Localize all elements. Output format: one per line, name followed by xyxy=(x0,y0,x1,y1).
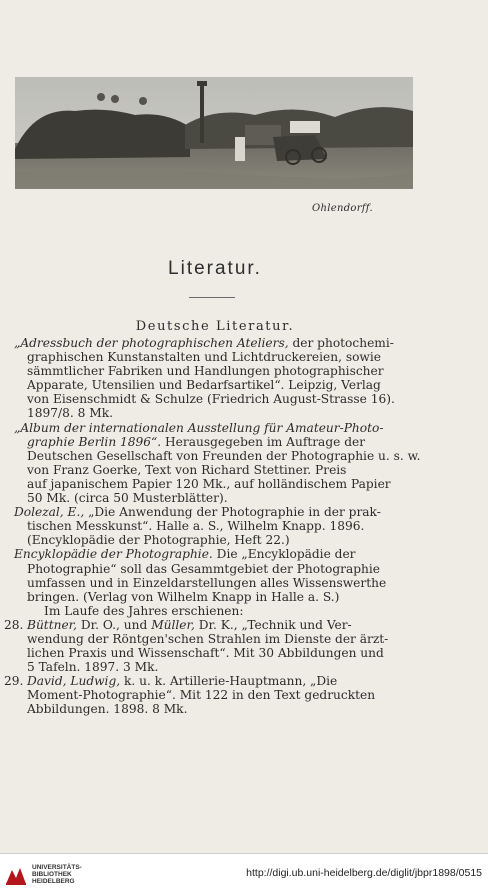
section-heading: Literatur. xyxy=(168,258,262,279)
library-name: UNIVERSITÄTS- BIBLIOTHEK HEIDELBERG xyxy=(32,864,82,886)
text-line: wendung der Röntgen'schen Strahlen im Dienste der ärzt- xyxy=(27,631,389,646)
subsection-heading: Deutsche Literatur. xyxy=(135,319,295,334)
text-line: „Adressbuch der photographischen Ateliers, der photochemi- xyxy=(14,336,394,350)
text-line: von Eisenschmidt & Schulze (Friedrich August-Strasse 16). xyxy=(27,392,395,407)
text-line: umfassen und in Einzeldarstellungen alles Wissenswerthe xyxy=(27,575,387,590)
text-line: Im Laufe des Jahres erschienen: xyxy=(44,603,244,618)
bibliography-text xyxy=(4,336,421,717)
text-line: Apparate, Utensilien und Bedarfsartikel“. Leipzig, Verlag xyxy=(27,378,381,393)
library-logo-icon xyxy=(4,866,28,886)
text-line: sämmtlicher Fabriken und Handlungen photographischer xyxy=(27,364,384,379)
text-line: Encyklopädie der Photographie. Die „Encyklopädie der xyxy=(14,547,356,562)
text-line: graphischen Kunstanstalten und Lichtdruckereien, sowie xyxy=(27,350,381,365)
text-line: auf japanischem Papier 120 Mk., auf holländischem Papier xyxy=(27,476,391,491)
text-line: 50 Mk. (circa 50 Musterblätter). xyxy=(27,491,228,506)
harvest-photograph xyxy=(15,77,413,189)
text-line: Moment-Photographie“. Mit 122 in den Text gedruckten xyxy=(27,688,376,703)
text-line: bringen. (Verlag von Wilhelm Knapp in Halle a. S.) xyxy=(27,589,340,604)
text-line: 5 Tafeln. 1897. 3 Mk. xyxy=(27,660,159,675)
text-line: Photographie“ soll das Gesammtgebiet der Photographie xyxy=(27,561,381,576)
text-line: 28. Büttner, Dr. O., und Müller, Dr. K., „Technik und Ver- xyxy=(4,617,352,632)
text-line: lichen Praxis und Wissenschaft“. Mit 30 Abbildungen und xyxy=(27,646,384,661)
text-line: Deutschen Gesellschaft von Freunden der Photographie u. s. w. xyxy=(27,448,421,463)
text-line: 29. David, Ludwig, k. u. k. Artillerie-Hauptmann, „Die xyxy=(4,674,338,689)
heading-rule xyxy=(189,297,235,298)
text-line: (Encyklopädie der Photographie, Heft 22.) xyxy=(27,533,290,548)
photo-credit: Ohlendorff. xyxy=(312,203,373,214)
text-line: tischen Messkunst“. Halle a. S., Wilhelm Knapp. 1896. xyxy=(27,519,365,534)
text-line: Dolezal, E., „Die Anwendung der Photographie in der prak- xyxy=(14,505,381,520)
permalink-url[interactable]: http://digi.ub.uni-heidelberg.de/diglit/jbpr1898/0515 xyxy=(246,867,482,879)
text-line: 1897/8. 8 Mk. xyxy=(27,406,113,421)
text-line: graphie Berlin 1896“. Herausgegeben im Auftrage der xyxy=(27,434,366,449)
text-line: Abbildungen. 1898. 8 Mk. xyxy=(27,702,188,717)
text-line: von Franz Goerke, Text von Richard Stettiner. Preis xyxy=(27,462,347,477)
text-line: „Album der internationalen Ausstellung für Amateur-Photo- xyxy=(14,420,384,435)
